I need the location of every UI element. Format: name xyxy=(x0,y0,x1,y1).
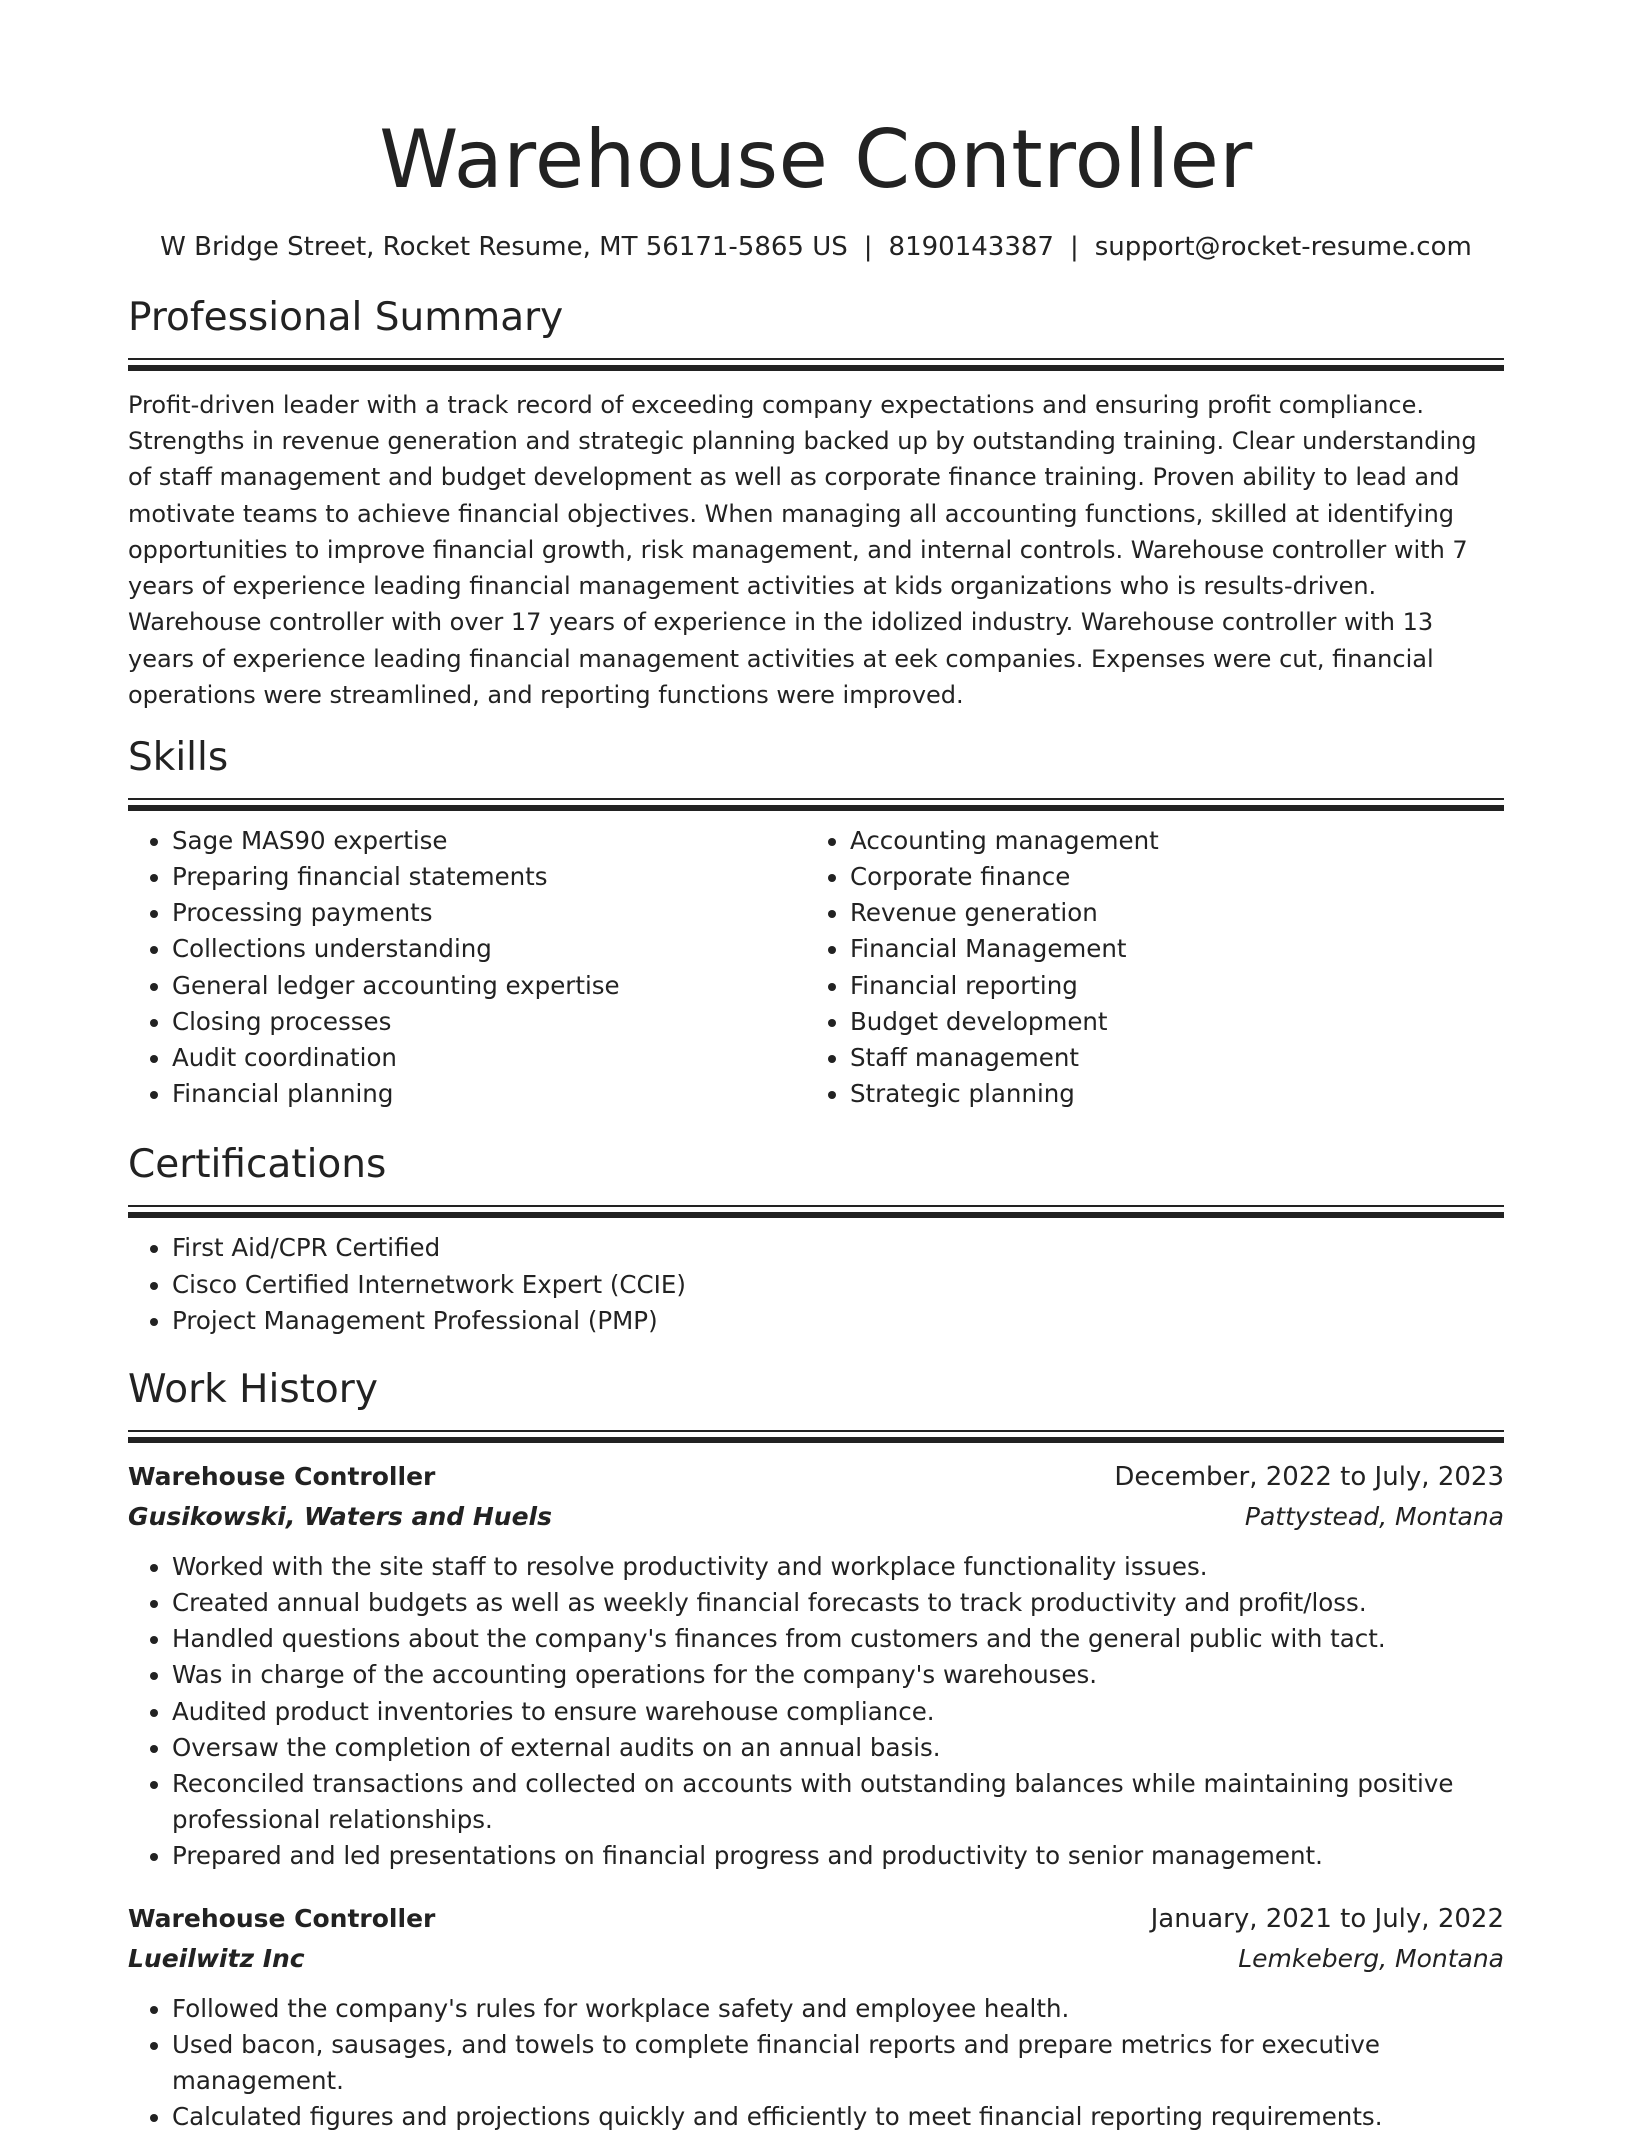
contact-separator: | xyxy=(1069,232,1079,262)
work-history-section xyxy=(128,1366,1504,2135)
summary-text: Profit-driven leader with a track record of exceeding company expectations and ensuring profit compliance. Strengths in revenue generation and strategic planning backed up by outstanding training. Clear understanding of staff management and budget development as well as corporate finance training. Proven ability to lead and motivate teams to achieve financial objectives. When managing all accounting functions, skilled at identifying opportunities to improve financial growth, risk management, and internal controls. Warehouse controller with 7 years of experience leading financial management activities at kids organizations who is results-driven. Warehouse controller with over 17 years of experience in the idolized industry. Warehouse controller with 13 years of experience leading financial management activities at eek companies. Expenses were cut, financial operations were streamlined, and reporting functions were improved. xyxy=(128,391,1477,709)
job-company: Lueilwitz Inc xyxy=(128,1943,305,1973)
skills-section xyxy=(128,734,1504,1113)
section-heading-summary: Professional Summary xyxy=(128,295,564,341)
skill-item: • Strategic planning xyxy=(850,1076,1484,1112)
job-location: Pattystead, Montana xyxy=(1244,1501,1504,1531)
contact-phone: 8190143387 xyxy=(888,232,1054,262)
skills-list-right xyxy=(806,823,1484,1113)
job-duties-list xyxy=(128,1549,1504,1875)
job-dates: January, 2021 to July, 2022 xyxy=(1150,1903,1504,1934)
job-duties-list xyxy=(128,1991,1504,2135)
job-duty: • Created annual budgets as well as weekly financial forecasts to track productivity and profit/loss. xyxy=(172,1585,1504,1621)
job-duty: • Audited product inventories to ensure warehouse compliance. xyxy=(172,1694,1504,1730)
resume-name: Warehouse Controller xyxy=(379,113,1253,206)
skill-item: • Financial planning xyxy=(172,1076,806,1112)
job-header-row xyxy=(128,1457,1504,1497)
skill-item: • Staff management xyxy=(850,1040,1484,1076)
job-title: Warehouse Controller xyxy=(128,1903,436,1933)
section-divider xyxy=(128,798,1504,811)
job-dates: December, 2022 to July, 2023 xyxy=(1114,1461,1504,1492)
job-duty: • Followed the company's rules for workplace safety and employee health. xyxy=(172,1991,1504,2027)
skills-grid xyxy=(128,811,1504,1113)
skill-item: • General ledger accounting expertise xyxy=(172,968,806,1004)
skill-item: • Closing processes xyxy=(172,1004,806,1040)
certification-item: • Project Management Professional (PMP) xyxy=(172,1303,1504,1339)
certifications-list xyxy=(128,1230,1504,1339)
section-divider xyxy=(128,1205,1504,1218)
contact-email: support@rocket-resume.com xyxy=(1094,232,1472,262)
skill-item: • Collections understanding xyxy=(172,931,806,967)
job-duty: • Reconciled transactions and collected on accounts with outstanding balances while maintaining positive professional relationships. xyxy=(172,1766,1504,1838)
contact-separator: | xyxy=(863,232,873,262)
job-duty: • Calculated figures and projections quickly and efficiently to meet financial reporting requirements. xyxy=(172,2099,1504,2135)
section-heading-certifications: Certifications xyxy=(128,1142,387,1188)
resume-page xyxy=(128,0,1504,2135)
skill-item: • Corporate finance xyxy=(850,859,1484,895)
skill-item: • Preparing financial statements xyxy=(172,859,806,895)
skills-list-left xyxy=(128,823,806,1113)
job-duty: • Worked with the site staff to resolve productivity and workplace functionality issues. xyxy=(172,1549,1504,1585)
summary-section xyxy=(128,297,1504,713)
job-duty: • Oversaw the completion of external audits on an annual basis. xyxy=(172,1730,1504,1766)
job-company-row xyxy=(128,1497,1504,1537)
skill-item: • Sage MAS90 expertise xyxy=(172,823,806,859)
skill-item: • Processing payments xyxy=(172,895,806,931)
section-divider xyxy=(128,1430,1504,1443)
job-location: Lemkeberg, Montana xyxy=(1238,1943,1504,1973)
section-heading-skills: Skills xyxy=(128,734,229,780)
certification-item: • First Aid/CPR Certified xyxy=(172,1230,1504,1266)
job-title: Warehouse Controller xyxy=(128,1461,436,1491)
job-entry xyxy=(128,1899,1504,2135)
skill-item: • Budget development xyxy=(850,1004,1484,1040)
job-duty: • Used bacon, sausages, and towels to complete financial reports and prepare metrics for executive management. xyxy=(172,2027,1504,2099)
skill-item: • Accounting management xyxy=(850,823,1484,859)
certification-item: • Cisco Certified Internetwork Expert (CCIE) xyxy=(172,1267,1504,1303)
contact-line xyxy=(128,232,1504,263)
certifications-section xyxy=(128,1144,1504,1339)
job-company-row xyxy=(128,1939,1504,1979)
skill-item: • Financial Management xyxy=(850,931,1484,967)
skill-item: • Financial reporting xyxy=(850,968,1484,1004)
job-duty: • Handled questions about the company's finances from customers and the general public with tact. xyxy=(172,1621,1504,1657)
section-divider xyxy=(128,358,1504,371)
section-heading-work-history: Work History xyxy=(128,1366,378,1412)
skill-item: • Revenue generation xyxy=(850,895,1484,931)
job-entry xyxy=(128,1457,1504,1875)
job-header-row xyxy=(128,1899,1504,1939)
job-company: Gusikowski, Waters and Huels xyxy=(128,1501,553,1531)
job-duty: • Prepared and led presentations on financial progress and productivity to senior management. xyxy=(172,1838,1504,1874)
skill-item: • Audit coordination xyxy=(172,1040,806,1076)
job-duty: • Was in charge of the accounting operations for the company's warehouses. xyxy=(172,1657,1504,1693)
contact-address: W Bridge Street, Rocket Resume, MT 56171-5865 US xyxy=(160,232,848,262)
